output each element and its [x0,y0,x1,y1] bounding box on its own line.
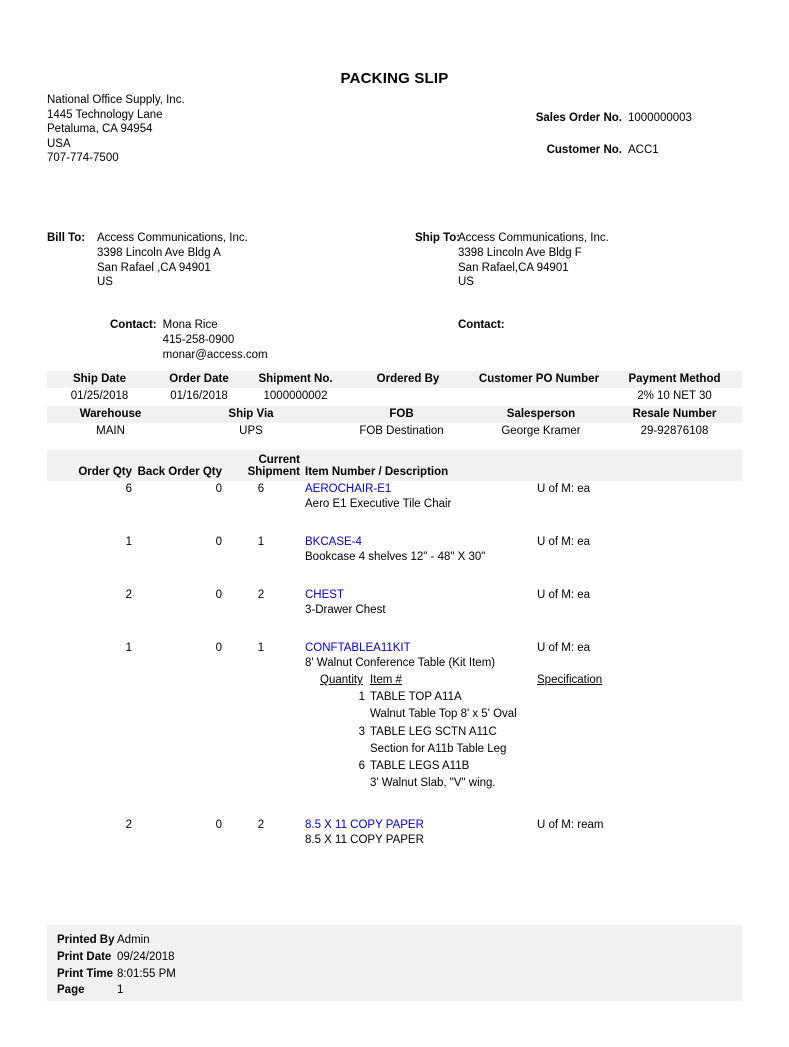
ship-date-value: 01/25/2018 [70,390,129,402]
item-row [47,819,742,846]
kit-item-spec: Walnut Table Top 8' x 5' Oval [370,708,517,721]
shipment-no-header: Shipment No. [258,373,333,385]
kit-qty-value: 6 [358,760,365,773]
bill-contact-label: Contact: [110,319,157,332]
shipping-info-value-row [47,388,742,405]
company-address-line1: 1445 Technology Lane [47,108,163,121]
company-address-line2: Petaluma, CA 94954 [47,123,153,136]
order-date-header: Order Date [169,373,229,385]
kit-row [305,689,742,724]
sales-order-number: 1000000003 [628,112,692,124]
bill-contact-name: Mona Rice [162,319,218,332]
ship-contact-label: Contact: [458,319,505,332]
bill-to-address [97,231,248,290]
print-date-label: Print Date [57,950,112,963]
kit-item-spec: Section for A11b Table Leg [370,742,507,755]
customer-po-header: Customer PO Number [478,373,600,385]
page-label: Page [57,984,85,997]
payment-method-value: 2% 10 NET 30 [637,390,712,402]
back-order-qty-value: 0 [215,589,222,601]
kit-item-name: TABLE TOP A11A [370,691,462,703]
bill-contact-phone: 415-258-0900 [162,334,235,347]
kit-row [305,724,742,759]
printed-by-label: Printed By [57,934,115,946]
kit-row [305,758,742,793]
order-qty-value: 2 [125,589,132,601]
parties-section [47,231,742,363]
customer-po-value [471,388,607,405]
ship-via-value: UPS [239,425,263,437]
current-shipment-value: 2 [257,818,265,831]
logistics-info-value-row [47,423,742,440]
logistics-info-table [47,406,742,440]
bill-to-section [47,231,415,363]
warehouse-value: MAIN [96,425,125,437]
ordered-by-header: Ordered By [376,373,440,385]
company-phone: 707-774-7500 [47,152,119,165]
fob-header: FOB [389,408,414,420]
order-meta [500,112,750,176]
item-description: Bookcase 4 shelves 12" - 48" X 30" [305,551,486,563]
current-shipment-value: 2 [257,589,265,601]
uom-label: U of M: ea [537,536,591,548]
bill-to-address-line2: San Rafael ,CA 94901 [97,261,211,274]
bill-contact-email: monar@access.com [162,349,268,362]
current-shipment-value: 1 [257,642,265,654]
bill-contact-row [47,318,415,363]
items-table-header [47,450,742,481]
item-number-link[interactable]: CHEST [305,589,344,601]
shipping-info-header-row [47,371,742,388]
ship-to-name: Access Communications, Inc. [458,232,609,244]
fob-value: FOB Destination [359,425,444,437]
item-row [47,642,742,793]
printed-by-row [57,932,742,949]
sales-order-label: Sales Order No. [535,112,622,124]
order-qty-value: 1 [125,642,132,654]
print-time-row [57,966,742,983]
payment-method-header: Payment Method [628,373,721,385]
item-description: 8' Walnut Conference Table (Kit Item) [305,657,496,669]
company-country: USA [47,137,71,150]
print-date-value: 09/24/2018 [117,950,175,963]
logistics-info-header-row [47,406,742,423]
salesperson-value: George Kramer [501,425,581,437]
item-number-description-header: Item Number / Description [305,466,449,478]
ordered-by-value [345,388,471,405]
ship-to-address-line2: San Rafael,CA 94901 [458,261,569,274]
page-number-value: 1 [117,984,124,997]
ship-to-section [415,231,742,363]
uom-label: U of M: ea [537,483,591,495]
bill-to-label: Bill To: [47,232,86,244]
item-number-link[interactable]: 8.5 X 11 COPY PAPER [305,818,424,831]
shipping-info-table [47,371,742,405]
customer-no-row [500,144,750,156]
kit-qty-value: 3 [358,725,365,738]
sales-order-row [500,112,750,124]
ship-to-address-line1: 3398 Lincoln Ave Bldg F [458,246,582,259]
shipment-no-value: 1000000002 [263,390,328,402]
kit-item-spec: 3' Walnut Slab, "V" wing. [370,777,496,790]
order-qty-value: 1 [125,536,132,548]
ship-date-header: Ship Date [72,373,127,385]
current-shipment-value: 1 [257,536,265,548]
ship-to-label: Ship To: [415,232,461,244]
company-info [47,93,185,166]
document-title: PACKING SLIP [340,70,449,87]
order-qty-value: 6 [125,483,132,495]
item-row [47,483,742,510]
ship-to-country: US [458,276,474,289]
uom-label: U of M: ea [537,642,591,654]
back-order-qty-value: 0 [215,642,222,654]
ship-to-address [458,231,609,290]
print-time-value: 8:01:55 PM [117,967,176,980]
order-date-value: 01/16/2018 [170,390,228,402]
back-order-qty-header: Back Order Qty [137,466,222,478]
item-row [47,589,742,616]
back-order-qty-value: 0 [215,483,222,495]
print-time-label: Print Time [57,967,114,980]
item-number-link[interactable]: CONFTABLEA11KIT [305,642,411,654]
items-table-body [47,483,742,872]
item-description: 8.5 X 11 COPY PAPER [305,833,424,846]
print-date-row [57,949,742,966]
printed-by-value: Admin [117,934,150,946]
print-info-footer [47,925,742,1001]
order-qty-header: Order Qty [78,466,132,478]
salesperson-header: Salesperson [506,408,576,420]
bill-to-address-line1: 3398 Lincoln Ave Bldg A [97,246,221,259]
bill-to-country: US [97,276,113,289]
kit-qty-value: 1 [358,691,365,703]
item-row [47,536,742,563]
uom-label: U of M: ea [537,589,591,601]
kit-item-name: TABLE LEGS A11B [370,760,470,773]
bill-contact-info [163,318,268,363]
item-number-link[interactable]: BKCASE-4 [305,536,362,548]
kit-header-item: Item # [370,674,402,686]
order-qty-value: 2 [125,818,132,831]
back-order-qty-value: 0 [215,818,222,831]
customer-no-value: ACC1 [628,144,659,156]
page-number-row [57,982,742,999]
kit-components-table [305,672,742,793]
current-shipment-header: Current Shipment [247,454,300,478]
kit-header-specification: Specification [537,674,603,686]
kit-item-name: TABLE LEG SCTN A11C [370,725,497,738]
ship-via-header: Ship Via [228,408,274,420]
customer-no-label: Customer No. [546,144,622,156]
resale-number-value: 29-92876108 [640,425,709,437]
back-order-qty-value: 0 [215,536,222,548]
current-shipment-value: 6 [257,483,265,495]
item-description: 3-Drawer Chest [305,604,386,616]
kit-header-quantity: Quantity [320,674,363,686]
ship-contact-row [415,318,742,333]
kit-header-row [305,672,742,689]
warehouse-header: Warehouse [79,408,142,420]
company-name: National Office Supply, Inc. [47,94,185,106]
resale-number-header: Resale Number [632,408,717,420]
uom-label: U of M: ream [537,818,604,831]
item-number-link[interactable]: AEROCHAIR-E1 [305,483,392,495]
bill-to-name: Access Communications, Inc. [97,232,248,244]
item-description: Aero E1 Executive Tile Chair [305,498,452,510]
